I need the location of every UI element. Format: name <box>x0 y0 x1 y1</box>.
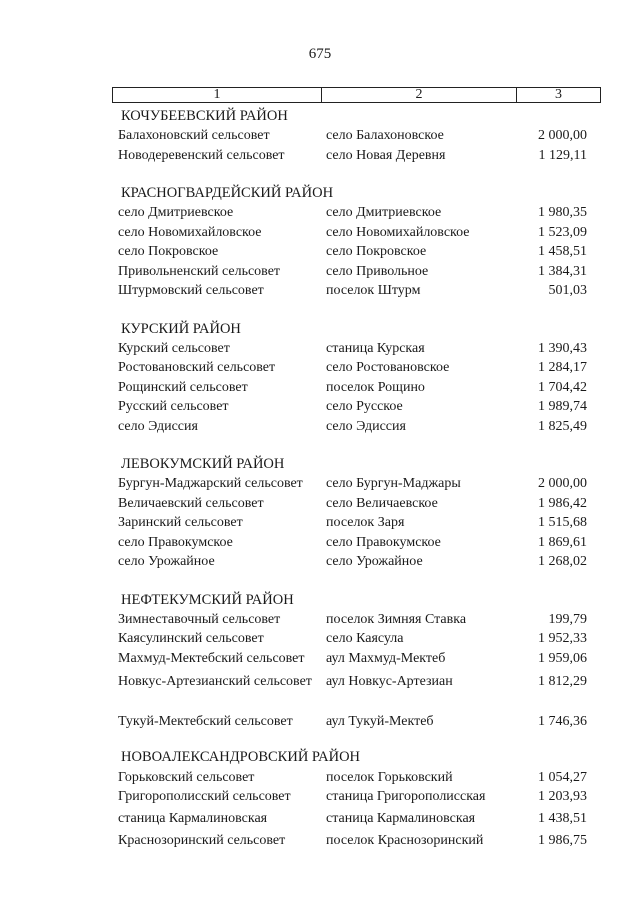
municipality-name: станица Кармалиновская <box>118 811 268 826</box>
district-title: КОЧУБЕЕВСКИЙ РАЙОН <box>121 108 288 124</box>
table-body <box>0 106 640 851</box>
district-section <box>0 454 640 572</box>
table-row <box>0 712 640 734</box>
municipality-name: Привольненский сельсовет <box>118 263 281 279</box>
municipality-name: село Покровское <box>118 244 219 259</box>
table-row <box>0 203 640 223</box>
amount: 1 203,93 <box>538 789 587 804</box>
municipality-name: Махмуд-Мектебский сельсовет <box>118 650 305 666</box>
table-row <box>0 262 640 282</box>
settlement-name: село Ростовановское <box>326 360 450 375</box>
header-col-3: 3 <box>555 87 562 102</box>
amount: 1 704,42 <box>538 379 587 395</box>
settlement-name: село Величаевское <box>326 495 438 511</box>
amount: 2 000,00 <box>538 476 587 491</box>
table-row <box>0 417 640 437</box>
table-row <box>0 242 640 262</box>
amount: 1 952,33 <box>538 631 587 646</box>
municipality-name: Бургун-Маджарский сельсовет <box>118 476 303 491</box>
settlement-name: поселок Заря <box>326 515 405 530</box>
table-row <box>0 146 640 166</box>
settlement-name: село Бургун-Маджары <box>326 476 461 491</box>
municipality-name: Новкус-Артезианский сельсовет <box>118 673 312 689</box>
municipality-name: село Эдиссия <box>118 418 198 434</box>
municipality-name: Штурмовский сельсовет <box>118 283 264 298</box>
municipality-name: село Дмитриевское <box>118 205 234 220</box>
municipality-name: Новодеревенский сельсовет <box>118 147 285 163</box>
amount: 1 825,49 <box>538 418 587 434</box>
municipality-name: Ростовановский сельсовет <box>118 360 276 375</box>
settlement-name: аул Новкус-Артезиан <box>326 673 453 689</box>
table-row <box>0 126 640 146</box>
table-row <box>0 552 640 572</box>
district-section <box>0 746 640 851</box>
municipality-name: Русский сельсовет <box>118 399 229 414</box>
amount: 1 869,61 <box>538 534 587 550</box>
table-row <box>0 809 640 831</box>
settlement-name: село Привольное <box>326 263 429 279</box>
amount: 1 268,02 <box>538 554 587 569</box>
table-row <box>0 831 640 851</box>
settlement-name: поселок Рощино <box>326 379 425 395</box>
table-row <box>0 358 640 378</box>
amount: 1 989,74 <box>538 399 587 414</box>
municipality-name: Зимнеставочный сельсовет <box>118 611 281 627</box>
settlement-name: станица Курская <box>326 340 425 356</box>
amount: 1 986,42 <box>538 495 587 511</box>
amount: 1 384,31 <box>538 263 587 279</box>
settlement-name: село Новая Деревня <box>326 147 446 163</box>
table-row <box>0 223 640 243</box>
table-header <box>112 87 601 103</box>
settlement-name: село Балахоновское <box>326 128 444 143</box>
settlement-name: село Покровское <box>326 244 427 259</box>
district-section <box>0 590 640 734</box>
municipality-name: Балахоновский сельсовет <box>118 128 270 143</box>
amount: 1 980,35 <box>538 205 587 220</box>
amount: 1 812,29 <box>538 673 587 689</box>
settlement-name: село Русское <box>326 399 403 414</box>
amount: 1 390,43 <box>538 340 587 356</box>
amount: 1 523,09 <box>538 224 587 240</box>
municipality-name: Григорополисский сельсовет <box>118 789 291 804</box>
table-row <box>0 649 640 672</box>
table-row <box>0 494 640 514</box>
amount: 1 746,36 <box>538 713 587 729</box>
table-row <box>0 629 640 649</box>
amount: 1 438,51 <box>538 811 587 826</box>
district-title: НОВОАЛЕКСАНДРОВСКИЙ РАЙОН <box>121 748 361 765</box>
table-row <box>0 610 640 630</box>
municipality-name: Горьковский сельсовет <box>118 769 255 785</box>
settlement-name: аул Махмуд-Мектеб <box>326 650 446 666</box>
settlement-name: поселок Горьковский <box>326 769 453 785</box>
municipality-name: село Новомихайловское <box>118 224 262 240</box>
page-number: 675 <box>308 46 332 62</box>
municipality-name: Величаевский сельсовет <box>118 495 264 511</box>
district-section <box>0 319 640 437</box>
header-col-1: 1 <box>113 88 322 102</box>
municipality-name: село Урожайное <box>118 554 215 569</box>
amount: 1 458,51 <box>538 244 587 259</box>
table-row <box>0 513 640 533</box>
municipality-name: Тукуй-Мектебский сельсовет <box>118 713 293 729</box>
table-row <box>0 397 640 417</box>
table-row <box>0 281 640 301</box>
amount: 1 959,06 <box>538 650 587 666</box>
district-title: ЛЕВОКУМСКИЙ РАЙОН <box>121 456 285 472</box>
amount: 199,79 <box>548 611 587 627</box>
district-section <box>0 106 640 165</box>
amount: 2 000,00 <box>538 128 587 143</box>
municipality-name: Каясулинский сельсовет <box>118 631 264 646</box>
district-title: КУРСКИЙ РАЙОН <box>121 320 241 337</box>
municipality-name: Краснозоринский сельсовет <box>118 833 286 848</box>
settlement-name: станица Григорополисская <box>326 789 486 804</box>
table-row <box>0 474 640 494</box>
district-title: НЕФТЕКУМСКИЙ РАЙОН <box>121 591 294 608</box>
settlement-name: аул Тукуй-Мектеб <box>326 713 434 729</box>
district-title: КРАСНОГВАРДЕЙСКИЙ РАЙОН <box>121 185 334 201</box>
amount: 1 986,75 <box>538 833 587 848</box>
table-row <box>0 672 640 712</box>
municipality-name: Заринский сельсовет <box>118 515 243 530</box>
table-row <box>0 768 640 788</box>
settlement-name: село Эдиссия <box>326 418 406 434</box>
settlement-name: село Каясула <box>326 631 404 646</box>
settlement-name: село Урожайное <box>326 554 423 569</box>
table-row <box>0 533 640 553</box>
settlement-name: поселок Зимняя Ставка <box>326 611 467 627</box>
district-section <box>0 183 640 301</box>
table-row <box>0 339 640 359</box>
table-row <box>0 787 640 809</box>
amount: 1 129,11 <box>538 147 587 163</box>
settlement-name: село Новомихайловское <box>326 224 470 240</box>
settlement-name: поселок Краснозоринский <box>326 833 484 848</box>
amount: 501,03 <box>548 283 587 298</box>
amount: 1 515,68 <box>538 515 587 530</box>
settlement-name: село Правокумское <box>326 534 441 550</box>
table-row <box>0 378 640 398</box>
settlement-name: поселок Штурм <box>326 283 421 298</box>
municipality-name: село Правокумское <box>118 534 233 550</box>
amount: 1 284,17 <box>538 360 587 375</box>
settlement-name: село Дмитриевское <box>326 205 442 220</box>
settlement-name: станица Кармалиновская <box>326 811 476 826</box>
municipality-name: Рощинский сельсовет <box>118 379 248 395</box>
header-col-2: 2 <box>322 88 517 102</box>
municipality-name: Курский сельсовет <box>118 340 230 356</box>
amount: 1 054,27 <box>538 769 587 785</box>
